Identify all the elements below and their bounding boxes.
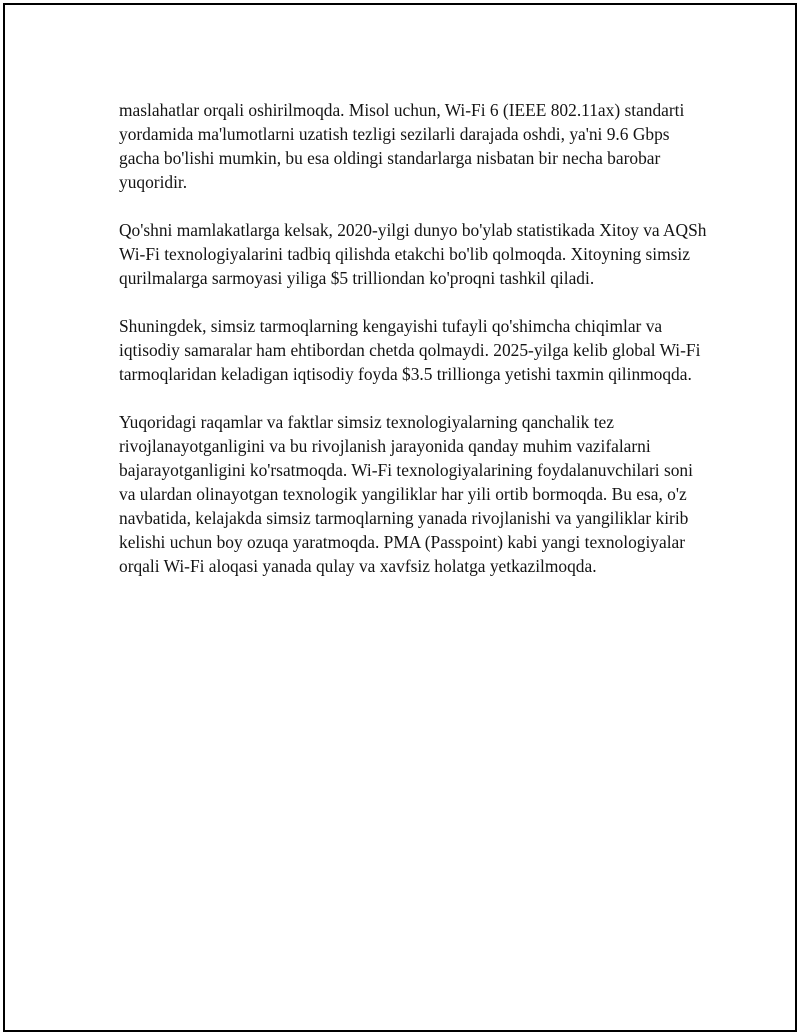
paragraph-3: Shuningdek, simsiz tarmoqlarning kengayishi tufayli qo'shimcha chiqimlar va iqtisodiy samaralar ham ehtibordan chetda qolmaydi. 2025-yilga kelib global Wi-Fi tarmoqlaridan keladigan iqtisodiy foyda $3.5 trillionga yetishi taxmin qilinmoqda. <box>119 316 701 384</box>
document-body <box>119 98 709 602</box>
page-frame <box>3 3 797 1032</box>
paragraph-1: maslahatlar orqali oshirilmoqda. Misol uchun, Wi-Fi 6 (IEEE 802.11ax) standarti yordamida ma'lumotlarni uzatish tezligi sezilarli darajada oshdi, ya'ni 9.6 Gbps gacha bo'lishi mumkin, bu esa oldingi standarlarga nisbatan bir necha barobar yuqoridir. <box>119 100 685 192</box>
paragraph-4: Yuqoridagi raqamlar va faktlar simsiz texnologiyalarning qanchalik tez rivojlanayotganligini va bu rivojlanish jarayonida qanday muhim vazifalarni bajarayotganligini ko'rsatmoqda. Wi-Fi texnologiyalarining foydalanuvchilari soni va ulardan olinayotgan texnologik yangiliklar har yili ortib bormoqda. Bu esa, o'z navbatida, kelajakda simsiz tarmoqlarning yanada rivojlanishi va yangiliklar kirib kelishi uchun boy ozuqa yaratmoqda. PMA (Passpoint) kabi yangi texnologiyalar orqali Wi-Fi aloqasi yanada qulay va xavfsiz holatga yetkazilmoqda. <box>119 412 693 576</box>
paragraph-2: Qo'shni mamlakatlarga kelsak, 2020-yilgi dunyo bo'ylab statistikada Xitoy va AQSh Wi-Fi texnologiyalarini tadbiq qilishda etakchi bo'lib qolmoqda. Xitoyning simsiz qurilmalarga sarmoyasi yiliga $5 trilliondan ko'proqni tashkil qiladi. <box>119 220 707 288</box>
